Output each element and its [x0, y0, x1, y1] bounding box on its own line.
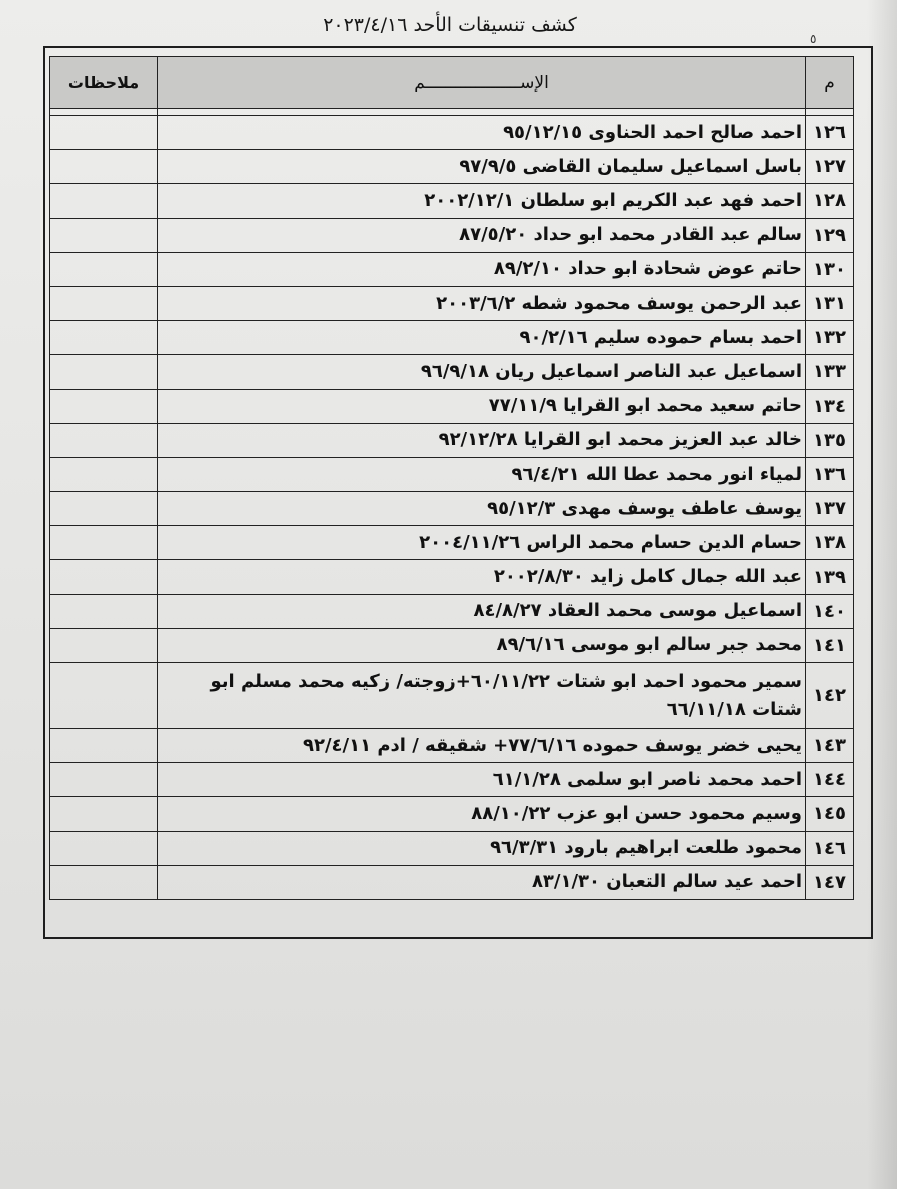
row-number: ١٣١ [806, 286, 854, 320]
row-name: محمد جبر سالم ابو موسى ٨٩/٦/١٦ [158, 628, 806, 662]
table-row [50, 763, 854, 797]
row-notes [50, 423, 158, 457]
row-notes [50, 797, 158, 831]
row-name: احمد فهد عبد الكريم ابو سلطان ٢٠٠٢/١٢/١ [158, 184, 806, 218]
row-notes [50, 389, 158, 423]
table-row [50, 831, 854, 865]
row-notes [50, 252, 158, 286]
row-name: حاتم سعيد محمد ابو القرايا ٧٧/١١/٩ [158, 389, 806, 423]
table-row [50, 389, 854, 423]
row-number: ١٣٥ [806, 423, 854, 457]
table-row [50, 797, 854, 831]
row-notes [50, 492, 158, 526]
row-number: ١٤٧ [806, 865, 854, 899]
row-name: لمياء انور محمد عطا الله ٩٦/٤/٢١ [158, 457, 806, 491]
row-name: عبد الرحمن يوسف محمود شطه ٢٠٠٣/٦/٢ [158, 286, 806, 320]
row-name: باسل اسماعيل سليمان القاضى ٩٧/٩/٥ [158, 150, 806, 184]
row-notes [50, 865, 158, 899]
row-number: ١٣٠ [806, 252, 854, 286]
row-number: ١٣٤ [806, 389, 854, 423]
table-row [50, 663, 854, 729]
row-name: يوسف عاطف يوسف مهدى ٩٥/١٢/٣ [158, 492, 806, 526]
row-notes [50, 150, 158, 184]
row-number: ١٢٧ [806, 150, 854, 184]
row-notes [50, 628, 158, 662]
row-name: احمد عيد سالم التعبان ٨٣/١/٣٠ [158, 865, 806, 899]
table-row [50, 865, 854, 899]
table-row [50, 286, 854, 320]
row-name: احمد صالح احمد الحناوى ٩٥/١٢/١٥ [158, 116, 806, 150]
table-header-row [50, 57, 854, 109]
table-row [50, 252, 854, 286]
row-notes [50, 729, 158, 763]
row-notes [50, 560, 158, 594]
row-number: ١٤١ [806, 628, 854, 662]
row-number: ١٤٦ [806, 831, 854, 865]
table-row [50, 526, 854, 560]
corner-mark: ٥ [810, 32, 817, 46]
row-number: ١٣٢ [806, 321, 854, 355]
row-notes [50, 355, 158, 389]
row-number: ١٣٩ [806, 560, 854, 594]
row-number: ١٣٣ [806, 355, 854, 389]
table-row [50, 492, 854, 526]
table-body [50, 109, 854, 900]
row-name: احمد محمد ناصر ابو سلمى ٦١/١/٢٨ [158, 763, 806, 797]
table-row [50, 355, 854, 389]
row-name: يحيى خضر يوسف حموده ٧٧/٦/١٦+ شقيقه / ادم ٩٢/٤/١١ [158, 729, 806, 763]
row-name: حاتم عوض شحادة ابو حداد ٨٩/٢/١٠ [158, 252, 806, 286]
row-notes [50, 526, 158, 560]
header-number: م [806, 57, 854, 109]
row-name: سمير محمود احمد ابو شتات ٦٠/١١/٢٢+زوجته/ زكيه محمد مسلم ابو شتات ٦٦/١١/١٨ [158, 663, 806, 729]
table-row [50, 184, 854, 218]
row-number: ١٤٠ [806, 594, 854, 628]
roster-table-frame [43, 46, 873, 939]
table-row [50, 150, 854, 184]
roster-table [49, 56, 854, 900]
row-number: ١٤٥ [806, 797, 854, 831]
row-number: ١٤٤ [806, 763, 854, 797]
row-notes [50, 321, 158, 355]
row-number: ١٢٨ [806, 184, 854, 218]
row-name: محمود طلعت ابراهيم بارود ٩٦/٣/٣١ [158, 831, 806, 865]
row-number: ١٣٧ [806, 492, 854, 526]
row-notes [50, 184, 158, 218]
header-notes: ملاحظات [50, 57, 158, 109]
row-notes [50, 286, 158, 320]
row-number: ١٣٦ [806, 457, 854, 491]
row-name: اسماعيل عبد الناصر اسماعيل ريان ٩٦/٩/١٨ [158, 355, 806, 389]
row-name: حسام الدين حسام محمد الراس ٢٠٠٤/١١/٢٦ [158, 526, 806, 560]
table-row [50, 116, 854, 150]
table-row [50, 594, 854, 628]
row-number: ١٢٦ [806, 116, 854, 150]
row-name: اسماعيل موسى محمد العقاد ٨٤/٨/٢٧ [158, 594, 806, 628]
row-number: ١٤٣ [806, 729, 854, 763]
table-row [50, 560, 854, 594]
row-number: ١٤٢ [806, 663, 854, 729]
row-notes [50, 594, 158, 628]
row-notes [50, 663, 158, 729]
row-name: سالم عبد القادر محمد ابو حداد ٨٧/٥/٢٠ [158, 218, 806, 252]
row-notes [50, 457, 158, 491]
table-row [50, 218, 854, 252]
document-title: كشف تنسيقات الأحد ٢٠٢٣/٤/١٦ [323, 14, 577, 36]
header-name: الإســـــــــــــــــــم [158, 57, 806, 109]
row-notes [50, 763, 158, 797]
table-row [50, 423, 854, 457]
row-name: احمد بسام حموده سليم ٩٠/٢/١٦ [158, 321, 806, 355]
row-name: عبد الله جمال كامل زايد ٢٠٠٢/٨/٣٠ [158, 560, 806, 594]
table-row [50, 321, 854, 355]
table-row [50, 628, 854, 662]
row-name: خالد عبد العزيز محمد ابو القرايا ٩٢/١٢/٢٨ [158, 423, 806, 457]
row-notes [50, 831, 158, 865]
table-row [50, 729, 854, 763]
row-name: وسيم محمود حسن ابو عزب ٨٨/١٠/٢٢ [158, 797, 806, 831]
row-number: ١٢٩ [806, 218, 854, 252]
table-row [50, 457, 854, 491]
row-notes [50, 218, 158, 252]
row-notes [50, 116, 158, 150]
row-number: ١٣٨ [806, 526, 854, 560]
header-spacer [50, 109, 854, 116]
